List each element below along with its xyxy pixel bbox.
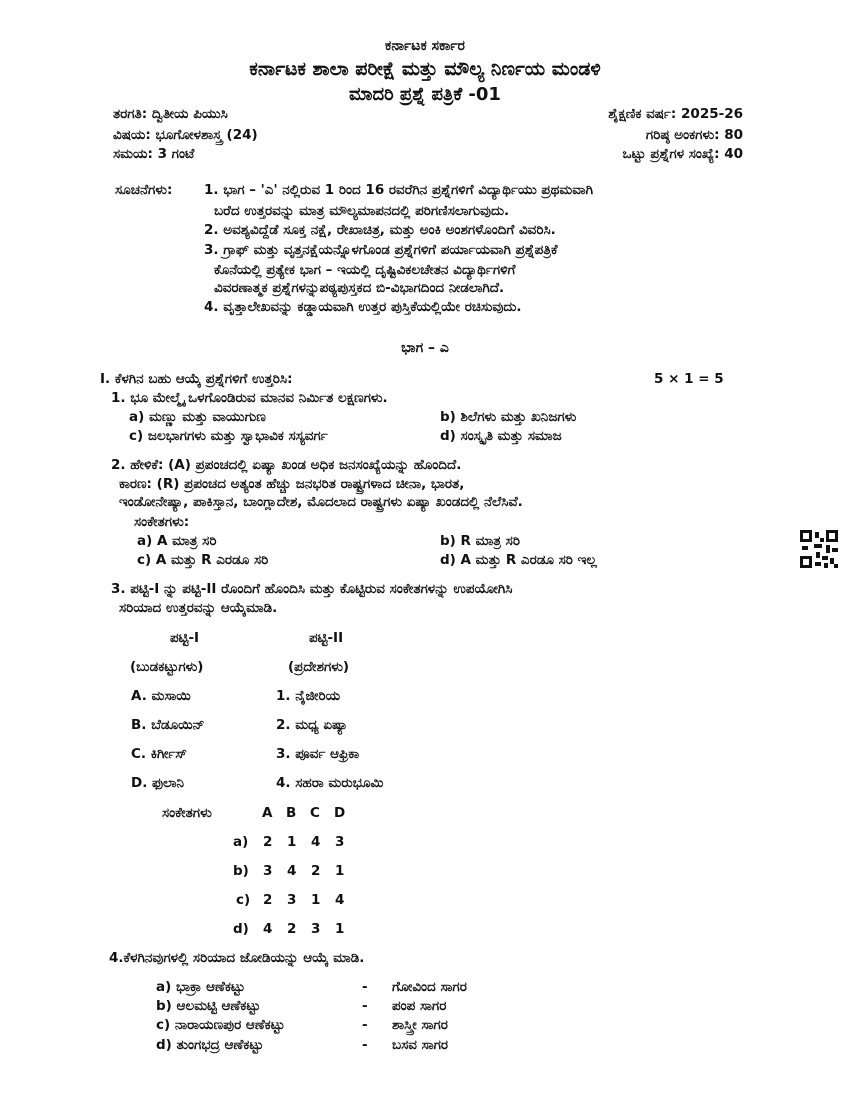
q2-option-c: c) A ಮತ್ತು R ಎರಡೂ ಸರಿ bbox=[137, 552, 269, 568]
q1-option-b: b) ಶಿಲೆಗಳು ಮತ್ತು ಖನಿಜಗಳು bbox=[440, 409, 577, 425]
question-3-cont: ಸರಿಯಾದ ಉತ್ತರವನ್ನು ಆಯ್ಕೆಮಾಡಿ. bbox=[119, 600, 278, 616]
list-2-item: 1. ನೈಜೀರಿಯ bbox=[276, 688, 341, 704]
max-marks: ಗರಿಷ್ಠ ಅಂಕಗಳು: 80 bbox=[645, 127, 743, 143]
instruction-line: ಕೊನೆಯಲ್ಲಿ ಪ್ರತ್ಯೇಕ ಭಾಗ – ಇಯಲ್ಲಿ ದೃಷ್ಟಿವಿಕಲಚೇತನ ವಿದ್ಯಾರ್ಥಿಗಳಿಗೆ bbox=[214, 262, 516, 278]
instruction-line: 1. ಭಾಗ – 'ಎ' ನಲ್ಲಿರುವ 1 ರಿಂದ 16 ರವರೆಗಿನ ಪ್ರಶ್ನೆಗಳಿಗೆ ವಿದ್ಯಾರ್ಥಿಯು ಪ್ರಥಮವಾಗಿ bbox=[204, 182, 594, 198]
code-value: 1 bbox=[335, 863, 345, 879]
question-2-reason-cont: ಇಂಡೋನೇಷ್ಯಾ, ಪಾಕಿಸ್ತಾನ, ಬಾಂಗ್ಲಾದೇಶ, ಮೊದಲಾದ ರಾಷ್ಟ್ರಗಳು ಏಷ್ಯಾ ಖಂಡದಲ್ಲಿ ನೆಲೆಸಿವೆ. bbox=[119, 494, 523, 510]
list-1-item: B. ಬೆಡೂಯಿನ್ bbox=[131, 717, 205, 733]
list-1-item: C. ಕಿರ್ಗೀಸ್ bbox=[131, 746, 187, 762]
question-4: 4.ಕೆಳಗಿನವುಗಳಲ್ಲಿ ಸರಿಯಾದ ಜೋಡಿಯನ್ನು ಆಯ್ಕೆ ಮಾಡಿ. bbox=[109, 950, 365, 966]
section-marks: 5 × 1 = 5 bbox=[654, 371, 724, 387]
instruction-line: 4. ವೃತ್ತಾಲೇಖವನ್ನು ಕಡ್ಡಾಯವಾಗಿ ಉತ್ತರ ಪುಸ್ತಿಕೆಯಲ್ಲಿಯೇ ರಚಿಸುವುದು. bbox=[204, 299, 522, 315]
q1-option-d: d) ಸಂಸ್ಕೃತಿ ಮತ್ತು ಸಮಾಜ bbox=[440, 428, 562, 444]
total-questions: ಒಟ್ಟು ಪ್ರಶ್ನೆಗಳ ಸಂಖ್ಯೆ: 40 bbox=[622, 146, 743, 162]
q4-right: ಶಾಸ್ತ್ರೀ ಸಾಗರ bbox=[392, 1017, 448, 1033]
code-value: 4 bbox=[287, 863, 297, 879]
instruction-line: ವಿವರಣಾತ್ಮಕ ಪ್ರಶ್ನೆಗಳನ್ನುಪಠ್ಯಪುಸ್ತಕದ ಬಿ-ವಿಭಾಗದಿಂದ ನೀಡಲಾಗಿದೆ. bbox=[214, 280, 505, 296]
q4-left: c) ನಾರಾಯಣಪುರ ಆಣೆಕಟ್ಟು bbox=[156, 1017, 285, 1033]
q2-option-b: b) R ಮಾತ್ರ ಸರಿ bbox=[440, 533, 520, 549]
code-head: D bbox=[334, 805, 346, 821]
question-2-assertion: 2. ಹೇಳಿಕೆ: (A) ಪ್ರಪಂಚದಲ್ಲಿ ಏಷ್ಯಾ ಖಂಡ ಅಧಿಕ ಜನಸಂಖ್ಯೆಯನ್ನು ಹೊಂದಿದೆ. bbox=[111, 457, 462, 473]
class-label: ತರಗತಿ: ದ್ವಿತೀಯ ಪಿಯುಸಿ bbox=[113, 106, 228, 122]
list-2-item: 3. ಪೂರ್ವ ಆಫ್ರಿಕಾ bbox=[276, 746, 360, 762]
code-value: 4 bbox=[335, 892, 345, 908]
code-option: c) bbox=[236, 892, 251, 908]
codes-label: ಸಂಕೇತಗಳು bbox=[162, 805, 212, 821]
q4-dash: - bbox=[362, 1017, 368, 1033]
section-heading: I. ಕೆಳಗಿನ ಬಹು ಆಯ್ಕೆ ಪ್ರಶ್ನೆಗಳಿಗೆ ಉತ್ತರಿಸಿ: bbox=[100, 371, 293, 387]
subject-label: ವಿಷಯ: ಭೂಗೋಳಶಾಸ್ತ್ರ (24) bbox=[113, 127, 258, 143]
question-2-reason: ಕಾರಣ: (R) ಪ್ರಪಂಚದ ಅತ್ಯಂತ ಹೆಚ್ಚು ಜನಭರಿತ ರಾಷ್ಟ್ರಗಳಾದ ಚೀನಾ, ಭಾರತ, bbox=[119, 476, 465, 492]
list-1-subtitle: (ಬುಡಕಟ್ಟುಗಳು) bbox=[130, 659, 204, 675]
list-2-title: ಪಟ್ಟಿ-II bbox=[309, 630, 344, 646]
code-value: 2 bbox=[287, 921, 297, 937]
academic-year: ಶೈಕ್ಷಣಿಕ ವರ್ಷ: 2025-26 bbox=[608, 106, 743, 122]
board-title: ಕರ್ನಾಟಕ ಶಾಲಾ ಪರೀಕ್ಷೆ ಮತ್ತು ಮೌಲ್ಯ ನಿರ್ಣಯ ಮಂಡಳಿ bbox=[249, 58, 601, 80]
code-value: 4 bbox=[311, 834, 321, 850]
code-head: A bbox=[262, 805, 273, 821]
qr-code bbox=[800, 530, 838, 568]
q4-dash: - bbox=[362, 979, 368, 995]
question-1: 1. ಭೂ ಮೇಲ್ಮೈ ಒಳಗೊಂಡಿರುವ ಮಾನವ ನಿರ್ಮಿತ ಲಕ್ಷಣಗಳು. bbox=[111, 390, 388, 406]
code-value: 2 bbox=[263, 892, 273, 908]
code-value: 4 bbox=[263, 921, 273, 937]
q4-left: a) ಭಾಕ್ರಾ ಆಣೆಕಟ್ಟು bbox=[156, 979, 245, 995]
q4-right: ಗೋವಿಂದ ಸಾಗರ bbox=[392, 979, 467, 995]
q4-left: d) ತುಂಗಭದ್ರ ಆಣೆಕಟ್ಟು bbox=[156, 1037, 264, 1053]
list-1-title: ಪಟ್ಟಿ-I bbox=[170, 630, 200, 646]
q2-option-d: d) A ಮತ್ತು R ಎರಡೂ ಸರಿ ಇಲ್ಲ bbox=[440, 552, 597, 568]
paper-title: ಮಾದರಿ ಪ್ರಶ್ನೆ ಪತ್ರಿಕೆ -01 bbox=[349, 84, 501, 105]
q4-right: ಬಸವ ಸಾಗರ bbox=[392, 1037, 449, 1053]
q4-left: b) ಆಲಮಟ್ಟಿ ಆಣೆಕಟ್ಟು bbox=[156, 998, 261, 1014]
instruction-line: 2. ಅವಶ್ಯವಿದ್ದೆಡೆ ಸೂಕ್ತ ನಕ್ಷೆ, ರೇಖಾಚಿತ್ರ, ಮತ್ತು ಅಂಕಿ ಅಂಶಗಳೊಂದಿಗೆ ವಿವರಿಸಿ. bbox=[204, 222, 556, 238]
q1-option-c: c) ಜಲಭಾಗಗಳು ಮತ್ತು ಸ್ವಾಭಾವಿಕ ಸಸ್ಯವರ್ಗ bbox=[129, 428, 328, 444]
government-title: ಕರ್ನಾಟಕ ಸರ್ಕಾರ bbox=[385, 38, 465, 54]
list-2-item: 2. ಮಧ್ಯ ಏಷ್ಯಾ bbox=[276, 717, 348, 733]
code-head: B bbox=[286, 805, 297, 821]
code-value: 1 bbox=[287, 834, 297, 850]
time-label: ಸಮಯ: 3 ಗಂಟೆ bbox=[113, 146, 195, 162]
list-1-item: D. ಫುಲಾನಿ bbox=[131, 775, 185, 791]
code-option: d) bbox=[233, 921, 249, 937]
code-value: 3 bbox=[287, 892, 297, 908]
code-value: 2 bbox=[311, 863, 321, 879]
code-value: 3 bbox=[335, 834, 345, 850]
code-option: b) bbox=[233, 863, 249, 879]
instruction-line: ಬರೆದ ಉತ್ತರವನ್ನು ಮಾತ್ರ ಮೌಲ್ಯಮಾಪನದಲ್ಲಿ ಪರಿಗಣಿಸಲಾಗುವುದು. bbox=[214, 203, 510, 219]
question-3: 3. ಪಟ್ಟಿ-I ನ್ನು ಪಟ್ಟಿ-II ರೊಂದಿಗೆ ಹೊಂದಿಸಿ ಮತ್ತು ಕೊಟ್ಟಿರುವ ಸಂಕೇತಗಳನ್ನು ಉಪಯೋಗಿಸಿ bbox=[111, 581, 513, 597]
q1-option-a: a) ಮಣ್ಣು ಮತ್ತು ವಾಯುಗುಣ bbox=[129, 409, 266, 425]
part-a-title: ಭಾಗ – ಎ bbox=[401, 340, 449, 356]
q4-right: ಪಂಪ ಸಾಗರ bbox=[392, 998, 447, 1014]
q2-codes-label: ಸಂಕೇತಗಳು: bbox=[134, 514, 190, 530]
q4-dash: - bbox=[362, 1037, 368, 1053]
code-value: 1 bbox=[335, 921, 345, 937]
code-head: C bbox=[310, 805, 320, 821]
code-value: 3 bbox=[311, 921, 321, 937]
code-value: 3 bbox=[263, 863, 273, 879]
code-value: 1 bbox=[311, 892, 321, 908]
list-1-item: A. ಮಸಾಯಿ bbox=[131, 688, 191, 704]
instruction-line: 3. ಗ್ರಾಫ್ ಮತ್ತು ವೃತ್ತನಕ್ಷೆಯನ್ನೊಳಗೊಂಡ ಪ್ರಶ್ನೆಗಳಿಗೆ ಪರ್ಯಾಯವಾಗಿ ಪ್ರಶ್ನೆಪತ್ರಿಕೆ bbox=[204, 242, 558, 258]
q4-dash: - bbox=[362, 998, 368, 1014]
code-option: a) bbox=[233, 834, 249, 850]
q2-option-a: a) A ಮಾತ್ರ ಸರಿ bbox=[137, 533, 217, 549]
instructions-label: ಸೂಚನೆಗಳು: bbox=[115, 182, 173, 198]
list-2-item: 4. ಸಹರಾ ಮರುಭೂಮಿ bbox=[276, 775, 384, 791]
list-2-subtitle: (ಪ್ರದೇಶಗಳು) bbox=[288, 659, 350, 675]
code-value: 2 bbox=[263, 834, 273, 850]
